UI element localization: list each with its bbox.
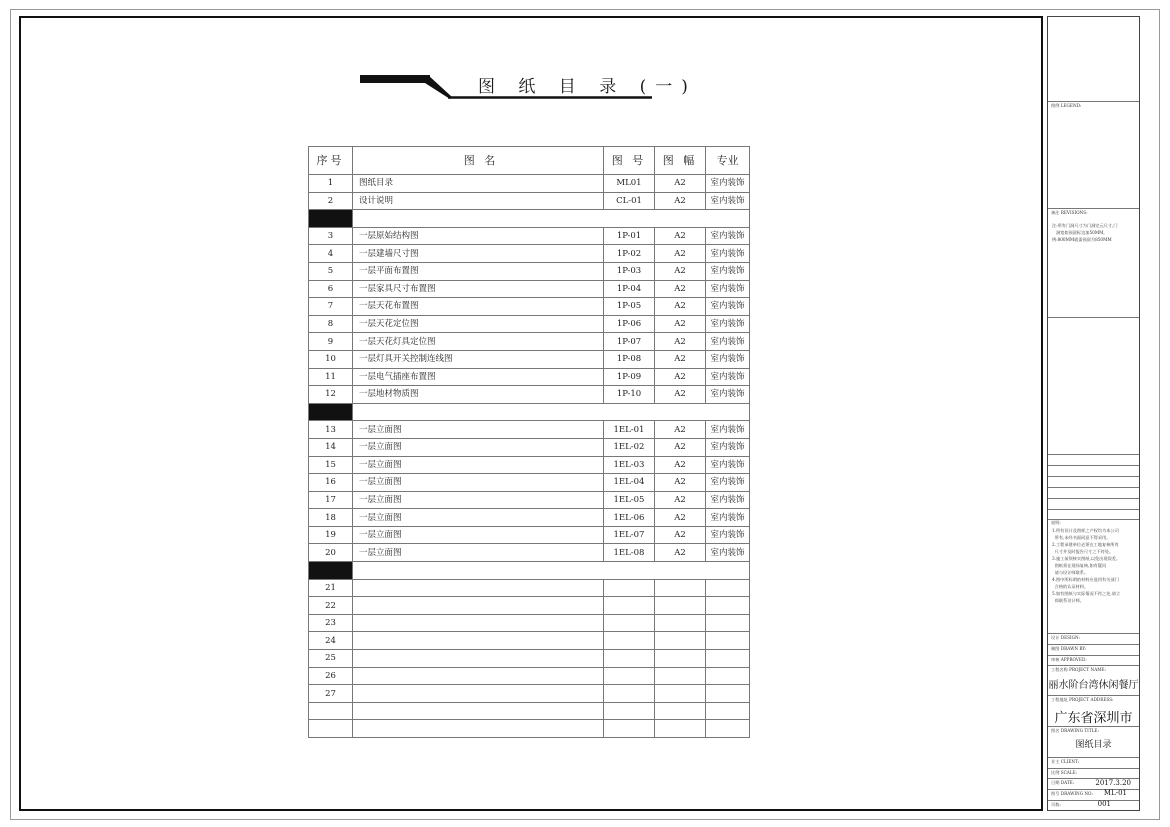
row-sheet-size (655, 667, 706, 685)
row-drawing-code: CL-01 (604, 192, 655, 210)
row-number: 23 (309, 614, 353, 632)
row-drawing-code: 1EL-03 (604, 456, 655, 474)
row-drawing-code: 1EL-01 (604, 421, 655, 439)
row-drawing-name (353, 650, 604, 668)
row-drawing-code: 1P-07 (604, 333, 655, 351)
row-drawing-name: 一层立面图 (353, 456, 604, 474)
row-number: 9 (309, 333, 353, 351)
row-sheet-size: A2 (655, 368, 706, 386)
row-number: 10 (309, 350, 353, 368)
project-name: 丽水阶台湾休闲餐厅 (1048, 680, 1139, 691)
row-number: 14 (309, 438, 353, 456)
row-discipline: 室内装饰 (706, 474, 750, 492)
row-drawing-code: 1P-05 (604, 298, 655, 316)
row-sheet-size: A2 (655, 245, 706, 263)
row-number: 6 (309, 280, 353, 298)
header-code: 图 号 (604, 147, 655, 175)
row-sheet-size (655, 597, 706, 615)
row-drawing-name: 一层天花布置图 (353, 298, 604, 316)
row-drawing-code (604, 702, 655, 720)
row-sheet-size: A2 (655, 421, 706, 439)
table-row (309, 368, 750, 386)
table-row (309, 262, 750, 280)
row-drawing-name: 一层平面布置图 (353, 262, 604, 280)
section-spacer (353, 210, 750, 228)
revisions-note: 注:所有门洞尺寸为门洞完元尺寸,门 洞宽如预留标边加50MM, 例:800MM就需预留为850MM (1052, 223, 1118, 242)
design-label: 设计 DESIGN: (1051, 635, 1080, 640)
table-row (309, 456, 750, 474)
row-discipline: 室内装饰 (706, 386, 750, 404)
row-sheet-size: A2 (655, 280, 706, 298)
drawing-no-label: 图号 DRAWING NO: (1051, 791, 1093, 796)
row-discipline (706, 650, 750, 668)
section-spacer (353, 562, 750, 580)
row-discipline: 室内装饰 (706, 175, 750, 193)
row-discipline (706, 685, 750, 703)
row-number: 1 (309, 175, 353, 193)
row-drawing-code: 1P-04 (604, 280, 655, 298)
row-drawing-name (353, 579, 604, 597)
row-number: 3 (309, 227, 353, 245)
row-drawing-name (353, 614, 604, 632)
row-drawing-code: 1P-02 (604, 245, 655, 263)
section-marker (309, 210, 353, 228)
header-size: 图 幅 (655, 147, 706, 175)
drawn-label: 制图 DRAWN BY: (1051, 646, 1087, 651)
date-label: 日期 DATE: (1051, 780, 1075, 785)
row-discipline: 室内装饰 (706, 526, 750, 544)
row-sheet-size: A2 (655, 315, 706, 333)
project-address-label: 工程地址 PROJECT ADDRESS: (1051, 697, 1114, 702)
row-sheet-size: A2 (655, 262, 706, 280)
table-row (309, 192, 750, 210)
row-discipline (706, 579, 750, 597)
row-discipline (706, 667, 750, 685)
row-sheet-size (655, 579, 706, 597)
section-divider-row (309, 562, 750, 580)
row-number (309, 702, 353, 720)
row-discipline: 室内装饰 (706, 544, 750, 562)
row-number: 8 (309, 315, 353, 333)
table-row (309, 227, 750, 245)
row-discipline: 室内装饰 (706, 333, 750, 351)
table-row (309, 245, 750, 263)
row-number: 22 (309, 597, 353, 615)
row-sheet-size: A2 (655, 526, 706, 544)
row-number: 5 (309, 262, 353, 280)
row-drawing-name: 一层家具尺寸布置图 (353, 280, 604, 298)
table-row (309, 650, 750, 668)
row-discipline: 室内装饰 (706, 368, 750, 386)
notes-text: 1.所有设计及图样之产权均为本公司 所有,未经书面同意不得采用。 2.工程承建单位必须在工地复核所有 尺寸并及时报告尺寸之不符处。 3.施工前须核实图纸,以免出现误差。 图纸须在现场复核,如有疑问 请与设计师联系。 4.图中所标明的材料应选用有关部门 合格的认证材料。 5.如有图纸与实际情况不符之处,请立 即联系设计师。 (1052, 528, 1121, 603)
table-header-row (309, 147, 750, 175)
row-sheet-size (655, 650, 706, 668)
row-sheet-size: A2 (655, 544, 706, 562)
row-drawing-name: 一层立面图 (353, 526, 604, 544)
row-discipline (706, 614, 750, 632)
row-drawing-code: ML01 (604, 175, 655, 193)
row-sheet-size: A2 (655, 175, 706, 193)
row-drawing-code: 1P-08 (604, 350, 655, 368)
row-sheet-size: A2 (655, 509, 706, 527)
table-row (309, 667, 750, 685)
table-row (309, 597, 750, 615)
row-drawing-name: 一层立面图 (353, 544, 604, 562)
row-sheet-size: A2 (655, 438, 706, 456)
table-row (309, 315, 750, 333)
row-discipline: 室内装饰 (706, 350, 750, 368)
row-sheet-size (655, 702, 706, 720)
row-discipline: 室内装饰 (706, 509, 750, 527)
row-drawing-code: 1EL-07 (604, 526, 655, 544)
page-title: 图 纸 目 录 (一) (478, 77, 697, 97)
drawing-title: 图纸目录 (1075, 740, 1112, 750)
row-number: 20 (309, 544, 353, 562)
row-number: 16 (309, 474, 353, 492)
drawing-title-label: 图名 DRAWING TITLE: (1051, 728, 1099, 733)
approved-label: 审核 APPROVED: (1051, 657, 1087, 662)
row-sheet-size (655, 632, 706, 650)
row-drawing-code: 1EL-04 (604, 474, 655, 492)
page-value: 001 (1097, 800, 1111, 808)
row-drawing-code: 1EL-02 (604, 438, 655, 456)
row-drawing-name: 设计说明 (353, 192, 604, 210)
row-sheet-size: A2 (655, 192, 706, 210)
table-row (309, 421, 750, 439)
header-name: 图 名 (353, 147, 604, 175)
row-discipline: 室内装饰 (706, 438, 750, 456)
row-drawing-code (604, 614, 655, 632)
row-sheet-size: A2 (655, 386, 706, 404)
row-sheet-size (655, 685, 706, 703)
row-drawing-name: 一层原始结构图 (353, 227, 604, 245)
row-discipline (706, 702, 750, 720)
row-drawing-name: 一层立面图 (353, 509, 604, 527)
table-row (309, 438, 750, 456)
table-row (309, 350, 750, 368)
row-sheet-size: A2 (655, 350, 706, 368)
row-drawing-name: 图纸目录 (353, 175, 604, 193)
row-number: 18 (309, 509, 353, 527)
table-row (309, 175, 750, 193)
row-drawing-code (604, 720, 655, 738)
row-number: 24 (309, 632, 353, 650)
table-body (309, 175, 750, 738)
row-drawing-name: 一层电气插座布置图 (353, 368, 604, 386)
revisions-label: 备注 REVISIONS: (1051, 210, 1088, 215)
row-number: 21 (309, 579, 353, 597)
table-row (309, 632, 750, 650)
row-number (309, 720, 353, 738)
row-discipline: 室内装饰 (706, 192, 750, 210)
row-sheet-size (655, 614, 706, 632)
table-row (309, 685, 750, 703)
row-sheet-size (655, 720, 706, 738)
row-drawing-code (604, 685, 655, 703)
row-discipline: 室内装饰 (706, 491, 750, 509)
row-drawing-name: 一层地材物质图 (353, 386, 604, 404)
row-discipline: 室内装饰 (706, 456, 750, 474)
table-row (309, 491, 750, 509)
table-row (309, 702, 750, 720)
row-drawing-code: 1EL-06 (604, 509, 655, 527)
row-drawing-code (604, 632, 655, 650)
row-drawing-name (353, 632, 604, 650)
row-drawing-code: 1P-09 (604, 368, 655, 386)
row-drawing-name: 一层天花灯具定位图 (353, 333, 604, 351)
header-no: 序号 (309, 147, 353, 175)
row-discipline: 室内装饰 (706, 315, 750, 333)
row-discipline (706, 632, 750, 650)
row-drawing-code (604, 667, 655, 685)
table-row (309, 386, 750, 404)
section-spacer (353, 403, 750, 421)
row-discipline: 室内装饰 (706, 298, 750, 316)
row-drawing-code: 1EL-05 (604, 491, 655, 509)
row-drawing-name: 一层天花定位图 (353, 315, 604, 333)
row-drawing-name: 一层灯具开关控制连线图 (353, 350, 604, 368)
row-drawing-code: 1EL-08 (604, 544, 655, 562)
row-number: 26 (309, 667, 353, 685)
row-drawing-name: 一层立面图 (353, 491, 604, 509)
row-sheet-size: A2 (655, 298, 706, 316)
table-row (309, 579, 750, 597)
row-sheet-size: A2 (655, 333, 706, 351)
section-divider-row (309, 210, 750, 228)
row-drawing-name (353, 685, 604, 703)
row-number: 12 (309, 386, 353, 404)
table-row (309, 474, 750, 492)
row-drawing-name (353, 597, 604, 615)
row-drawing-name (353, 667, 604, 685)
section-marker (309, 562, 353, 580)
table-row (309, 720, 750, 738)
row-number: 25 (309, 650, 353, 668)
row-sheet-size: A2 (655, 227, 706, 245)
row-drawing-code: 1P-06 (604, 315, 655, 333)
page-label: 页数: (1051, 802, 1061, 807)
table-row (309, 614, 750, 632)
row-drawing-code: 1P-01 (604, 227, 655, 245)
row-discipline: 室内装饰 (706, 421, 750, 439)
table-row (309, 509, 750, 527)
row-sheet-size: A2 (655, 491, 706, 509)
sheet-heading (360, 72, 697, 100)
row-discipline: 室内装饰 (706, 262, 750, 280)
row-number: 4 (309, 245, 353, 263)
title-block (1047, 16, 1140, 811)
row-number: 7 (309, 298, 353, 316)
row-drawing-code (604, 579, 655, 597)
table-row (309, 333, 750, 351)
row-discipline: 室内装饰 (706, 227, 750, 245)
table-row (309, 544, 750, 562)
row-number: 19 (309, 526, 353, 544)
row-drawing-name (353, 720, 604, 738)
row-drawing-name: 一层立面图 (353, 421, 604, 439)
row-number: 17 (309, 491, 353, 509)
section-marker (309, 403, 353, 421)
header-discipline: 专业 (706, 147, 750, 175)
legend-label: 图例 LEGEND: (1051, 103, 1082, 108)
row-drawing-code (604, 597, 655, 615)
row-discipline: 室内装饰 (706, 245, 750, 263)
row-drawing-code (604, 650, 655, 668)
notes-label: 说明: (1051, 520, 1061, 525)
section-divider-row (309, 403, 750, 421)
row-discipline (706, 597, 750, 615)
scale-label: 比例 SCALE: (1051, 770, 1078, 775)
table-row (309, 526, 750, 544)
drawing-list-table (308, 146, 750, 738)
row-number: 27 (309, 685, 353, 703)
row-drawing-name: 一层建墙尺寸图 (353, 245, 604, 263)
table-row (309, 280, 750, 298)
project-address: 广东省深圳市 (1054, 711, 1133, 726)
row-discipline: 室内装饰 (706, 280, 750, 298)
row-number: 13 (309, 421, 353, 439)
row-drawing-code: 1P-03 (604, 262, 655, 280)
drawing-no-value: ML-01 (1103, 789, 1127, 797)
row-sheet-size: A2 (655, 474, 706, 492)
row-drawing-name: 一层立面图 (353, 474, 604, 492)
client-label: 业主 CLIENT: (1051, 759, 1080, 764)
date-value: 2017.3.20 (1095, 779, 1131, 787)
project-name-label: 工程名称 PROJECT NAME: (1051, 667, 1106, 672)
row-discipline (706, 720, 750, 738)
row-drawing-name (353, 702, 604, 720)
row-number: 11 (309, 368, 353, 386)
row-sheet-size: A2 (655, 456, 706, 474)
table-row (309, 298, 750, 316)
row-drawing-code: 1P-10 (604, 386, 655, 404)
row-number: 15 (309, 456, 353, 474)
row-drawing-name: 一层立面图 (353, 438, 604, 456)
row-number: 2 (309, 192, 353, 210)
